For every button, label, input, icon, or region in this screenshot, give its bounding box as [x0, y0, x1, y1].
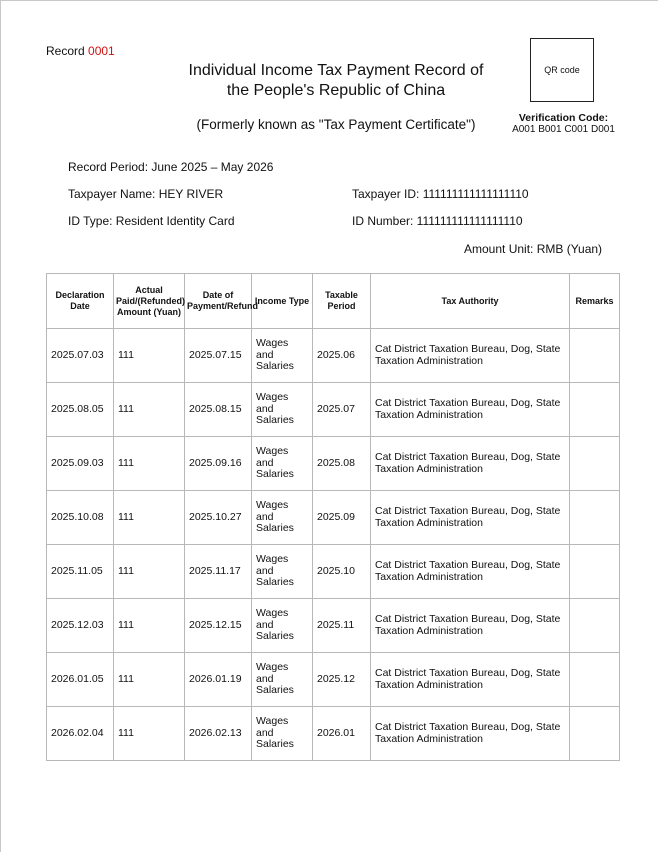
taxpayer-id: Taxpayer ID: 111111111111111110: [352, 187, 529, 201]
table-row: [47, 383, 620, 437]
verification-label: Verification Code:: [518, 112, 609, 124]
cell-amount: 111: [114, 599, 185, 653]
cell-remarks: [570, 383, 620, 437]
cell-payment-date: 2025.09.16: [185, 437, 252, 491]
title-line-2: the People's Republic of China: [226, 82, 446, 99]
header-income-type: Income Type: [252, 274, 313, 329]
table-row: [47, 545, 620, 599]
cell-taxable-period: 2025.06: [313, 329, 371, 383]
header-tax-authority: Tax Authority: [371, 274, 570, 329]
payment-records-table: [46, 273, 620, 761]
cell-declaration-date: 2025.07.03: [47, 329, 114, 383]
cell-remarks: [570, 329, 620, 383]
cell-tax-authority: Cat District Taxation Bureau, Dog, State Taxation Administration: [371, 599, 570, 653]
cell-payment-date: 2025.11.17: [185, 545, 252, 599]
cell-income-type: Wages and Salaries: [252, 707, 313, 761]
cell-taxable-period: 2026.01: [313, 707, 371, 761]
cell-income-type: Wages and Salaries: [252, 329, 313, 383]
cell-remarks: [570, 707, 620, 761]
cell-income-type: Wages and Salaries: [252, 437, 313, 491]
cell-amount: 111: [114, 491, 185, 545]
cell-declaration-date: 2025.09.03: [47, 437, 114, 491]
document-title: [161, 61, 511, 101]
table-row: [47, 437, 620, 491]
cell-amount: 111: [114, 545, 185, 599]
cell-amount: 111: [114, 383, 185, 437]
table-header-row: [47, 274, 620, 329]
cell-income-type: Wages and Salaries: [252, 491, 313, 545]
cell-payment-date: 2025.12.15: [185, 599, 252, 653]
cell-declaration-date: 2025.12.03: [47, 599, 114, 653]
header-taxable-period: Taxable Period: [313, 274, 371, 329]
cell-income-type: Wages and Salaries: [252, 653, 313, 707]
table-row: [47, 491, 620, 545]
record-number: [46, 44, 115, 58]
cell-remarks: [570, 545, 620, 599]
cell-amount: 111: [114, 329, 185, 383]
cell-amount: 111: [114, 653, 185, 707]
table-row: [47, 653, 620, 707]
table-row: [47, 329, 620, 383]
cell-payment-date: 2026.01.19: [185, 653, 252, 707]
cell-declaration-date: 2026.01.05: [47, 653, 114, 707]
cell-amount: 111: [114, 437, 185, 491]
cell-declaration-date: 2025.10.08: [47, 491, 114, 545]
cell-declaration-date: 2025.11.05: [47, 545, 114, 599]
table-row: [47, 599, 620, 653]
table-row: [47, 707, 620, 761]
taxpayer-name: Taxpayer Name: HEY RIVER: [68, 187, 224, 201]
cell-tax-authority: Cat District Taxation Bureau, Dog, State Taxation Administration: [371, 653, 570, 707]
cell-remarks: [570, 491, 620, 545]
cell-remarks: [570, 437, 620, 491]
cell-income-type: Wages and Salaries: [252, 545, 313, 599]
cell-tax-authority: Cat District Taxation Bureau, Dog, State Taxation Administration: [371, 491, 570, 545]
cell-tax-authority: Cat District Taxation Bureau, Dog, State Taxation Administration: [371, 329, 570, 383]
header-payment-date: Date of Payment/Refund: [185, 274, 252, 329]
record-number-value: 0001: [88, 44, 115, 58]
cell-taxable-period: 2025.08: [313, 437, 371, 491]
cell-income-type: Wages and Salaries: [252, 599, 313, 653]
cell-taxable-period: 2025.11: [313, 599, 371, 653]
cell-declaration-date: 2026.02.04: [47, 707, 114, 761]
cell-declaration-date: 2025.08.05: [47, 383, 114, 437]
verification-value: A001 B001 C001 D001: [512, 124, 615, 135]
cell-tax-authority: Cat District Taxation Bureau, Dog, State Taxation Administration: [371, 545, 570, 599]
cell-payment-date: 2026.02.13: [185, 707, 252, 761]
cell-taxable-period: 2025.12: [313, 653, 371, 707]
cell-tax-authority: Cat District Taxation Bureau, Dog, State Taxation Administration: [371, 437, 570, 491]
cell-taxable-period: 2025.09: [313, 491, 371, 545]
header-amount: Actual Paid/(Refunded) Amount (Yuan): [114, 274, 185, 329]
cell-remarks: [570, 599, 620, 653]
record-label: Record: [46, 44, 85, 58]
cell-amount: 111: [114, 707, 185, 761]
amount-unit: Amount Unit: RMB (Yuan): [464, 242, 603, 256]
header-remarks: Remarks: [570, 274, 620, 329]
verification-code: [506, 113, 621, 135]
qr-code-label: QR code: [544, 65, 580, 75]
cell-payment-date: 2025.07.15: [185, 329, 252, 383]
header-declaration-date: Declaration Date: [47, 274, 114, 329]
cell-taxable-period: 2025.07: [313, 383, 371, 437]
cell-tax-authority: Cat District Taxation Bureau, Dog, State Taxation Administration: [371, 383, 570, 437]
qr-code-placeholder: [530, 38, 594, 102]
title-line-1: Individual Income Tax Payment Record of: [188, 62, 484, 79]
cell-payment-date: 2025.08.15: [185, 383, 252, 437]
cell-payment-date: 2025.10.27: [185, 491, 252, 545]
cell-remarks: [570, 653, 620, 707]
cell-tax-authority: Cat District Taxation Bureau, Dog, State Taxation Administration: [371, 707, 570, 761]
cell-income-type: Wages and Salaries: [252, 383, 313, 437]
document-subtitle: (Formerly known as "Tax Payment Certificate"): [196, 117, 476, 132]
id-number: ID Number: 111111111111111110: [352, 214, 523, 228]
record-period: Record Period: June 2025 – May 2026: [68, 160, 274, 174]
id-type: ID Type: Resident Identity Card: [68, 214, 235, 228]
cell-taxable-period: 2025.10: [313, 545, 371, 599]
